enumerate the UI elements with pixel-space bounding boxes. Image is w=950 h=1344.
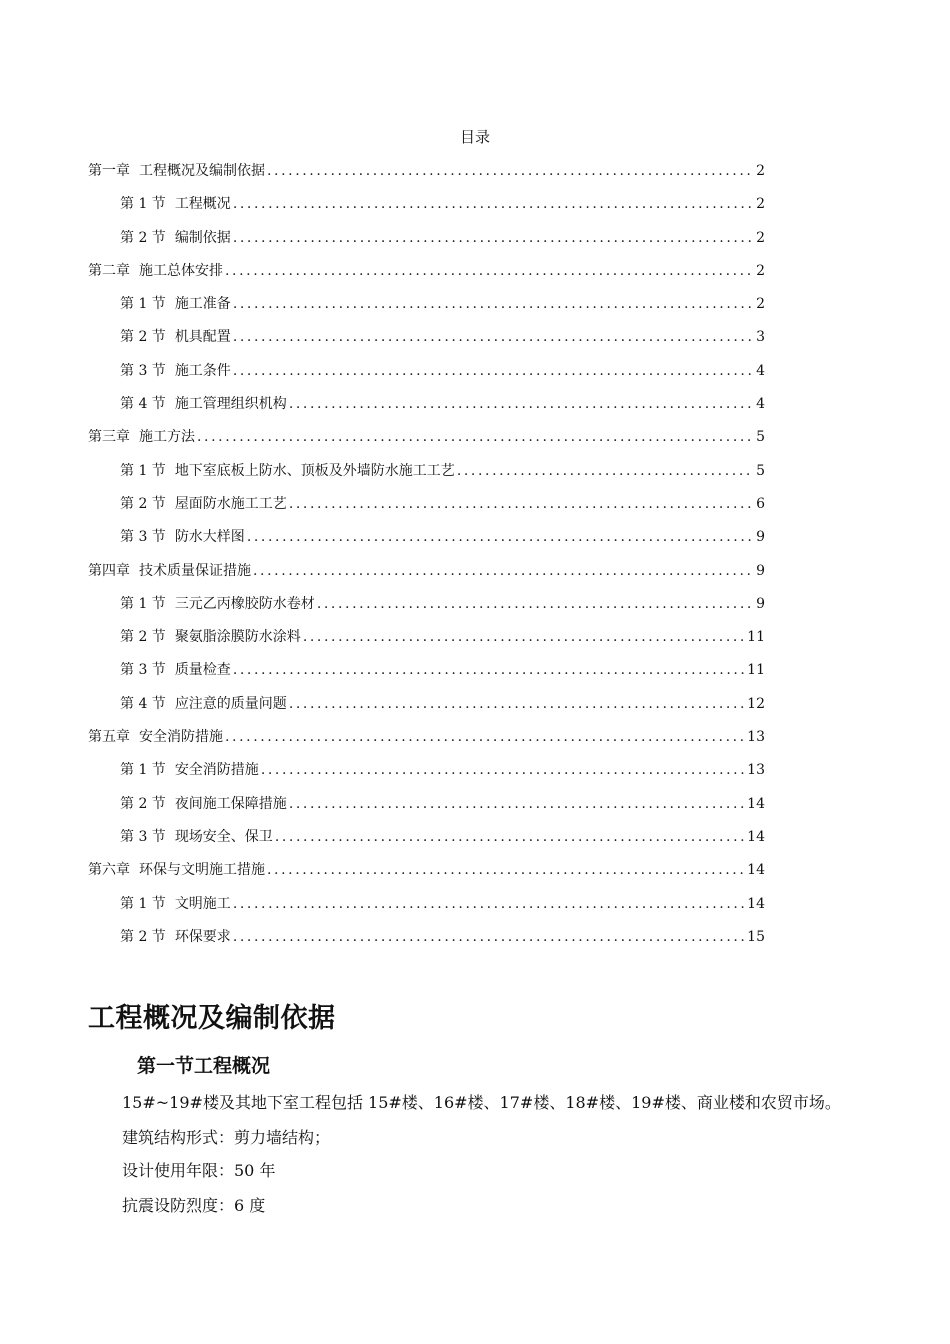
toc-page-number: 2 xyxy=(756,296,765,313)
toc-entry-title: 编制依据 xyxy=(174,229,231,246)
toc-page-number: 9 xyxy=(756,529,765,546)
toc-entry-title: 屋面防水施工工艺 xyxy=(174,495,287,512)
toc-section-entry[interactable] xyxy=(88,757,765,790)
toc-entry-title: 质量检查 xyxy=(174,662,231,679)
toc-dot-leader xyxy=(233,891,745,917)
toc-entry-title: 施工准备 xyxy=(174,296,231,313)
toc-entry-label xyxy=(88,558,251,584)
toc-chapter-entry[interactable] xyxy=(88,724,765,757)
toc-entry-number: 第 3 节 xyxy=(120,529,166,546)
toc-entry-label xyxy=(120,491,287,517)
toc-page-number: 9 xyxy=(756,595,765,612)
toc-entry-label xyxy=(120,757,259,783)
toc-section-entry[interactable] xyxy=(88,458,765,491)
toc-entry-title: 安全消防措施 xyxy=(139,729,223,746)
toc-dot-leader xyxy=(233,324,753,350)
toc-page-number: 13 xyxy=(747,729,765,746)
toc-dot-leader xyxy=(247,524,753,550)
toc-entry-label xyxy=(120,458,455,484)
toc-page-number: 5 xyxy=(756,429,765,446)
toc-entry-title: 施工总体安排 xyxy=(139,262,223,279)
toc-page-number: 14 xyxy=(747,795,765,812)
toc-entry-number: 第 1 节 xyxy=(120,895,166,912)
toc-entry-label xyxy=(120,524,245,550)
toc-entry-title: 施工方法 xyxy=(139,429,195,446)
toc-dot-leader xyxy=(289,791,745,817)
toc-page-number: 14 xyxy=(747,828,765,845)
toc-page-number: 4 xyxy=(756,362,765,379)
toc-entry-number: 第三章 xyxy=(88,429,130,446)
toc-page-number: 14 xyxy=(747,895,765,912)
toc-dot-leader xyxy=(267,857,745,883)
toc-page-number: 11 xyxy=(747,629,765,646)
toc-entry-label xyxy=(88,857,265,883)
toc-dot-leader xyxy=(233,657,745,683)
toc-page-number: 5 xyxy=(756,462,765,479)
toc-entry-label xyxy=(120,791,287,817)
toc-entry-number: 第 2 节 xyxy=(120,928,166,945)
toc-entry-title: 技术质量保证措施 xyxy=(139,562,251,579)
toc-section-entry[interactable] xyxy=(88,924,765,957)
chapter-heading: 工程概况及编制依据 xyxy=(88,1003,336,1034)
toc-page-number: 4 xyxy=(756,396,765,413)
toc-page-number: 2 xyxy=(756,163,765,179)
toc-entry-label xyxy=(120,657,231,683)
toc-page-number: 6 xyxy=(756,495,765,512)
toc-page-number: 2 xyxy=(756,196,765,213)
toc-dot-leader xyxy=(261,757,745,783)
toc-entry-number: 第四章 xyxy=(88,562,130,579)
toc-dot-leader xyxy=(317,591,753,617)
body-paragraph: 15#~19#楼及其地下室工程包括 15#楼、16#楼、17#楼、18#楼、19#楼、商业楼和农贸市场。 xyxy=(122,1093,841,1112)
toc-entry-number: 第 4 节 xyxy=(120,396,166,413)
toc-entry-label xyxy=(120,291,231,317)
toc-page-number: 15 xyxy=(747,928,765,945)
toc-entry-label xyxy=(120,624,301,650)
toc-entry-label xyxy=(88,258,223,284)
toc-entry-title: 应注意的质量问题 xyxy=(174,695,287,712)
toc-entry-number: 第 1 节 xyxy=(120,762,166,779)
toc-entry-title: 文明施工 xyxy=(174,895,231,912)
toc-entry-number: 第五章 xyxy=(88,729,130,746)
toc-entry-number: 第 2 节 xyxy=(120,329,166,346)
toc-section-entry[interactable] xyxy=(88,491,765,524)
toc-entry-title: 环保要求 xyxy=(174,928,231,945)
toc-dot-leader xyxy=(303,624,745,650)
toc-entry-number: 第 2 节 xyxy=(120,495,166,512)
toc-entry-label xyxy=(120,691,287,717)
toc-entry-number: 第 4 节 xyxy=(120,695,166,712)
toc-entry-label xyxy=(88,424,195,450)
toc-entry-label xyxy=(120,924,231,950)
toc-title: 目录 xyxy=(459,128,490,146)
toc-dot-leader xyxy=(275,824,745,850)
toc-section-entry[interactable] xyxy=(88,591,765,624)
toc-entry-label xyxy=(120,358,231,384)
toc-dot-leader xyxy=(225,258,753,284)
toc-page-number: 13 xyxy=(747,762,765,779)
toc-entry-number: 第一章 xyxy=(88,163,130,179)
toc-section-entry[interactable] xyxy=(88,624,765,657)
toc-section-entry[interactable] xyxy=(88,791,765,824)
toc-section-entry[interactable] xyxy=(88,225,765,258)
toc-entry-label xyxy=(88,724,223,750)
toc-entry-title: 工程概况 xyxy=(174,196,231,213)
toc-entry-title: 机具配置 xyxy=(174,329,231,346)
toc-section-entry[interactable] xyxy=(88,657,765,690)
toc-entry-number: 第 1 节 xyxy=(120,296,166,313)
toc-section-entry[interactable] xyxy=(88,891,765,924)
toc-dot-leader xyxy=(233,191,753,217)
toc-entry-title: 夜间施工保障措施 xyxy=(174,795,287,812)
toc-entry-number: 第 2 节 xyxy=(120,629,166,646)
toc-section-entry[interactable] xyxy=(88,524,765,557)
toc-page-number: 12 xyxy=(747,695,765,712)
toc-section-entry[interactable] xyxy=(88,324,765,357)
toc-entry-title: 工程概况及编制依据 xyxy=(139,163,265,179)
toc-dot-leader xyxy=(457,458,753,484)
toc-dot-leader xyxy=(289,491,753,517)
toc-entry-label xyxy=(88,158,265,184)
toc-page-number: 14 xyxy=(747,862,765,879)
toc-page-number: 2 xyxy=(756,262,765,279)
toc-section-entry[interactable] xyxy=(88,391,765,424)
toc-dot-leader xyxy=(267,158,753,184)
toc-chapter-entry[interactable] xyxy=(88,857,765,890)
toc-page-number: 3 xyxy=(756,329,765,346)
toc-entry-label xyxy=(120,591,315,617)
toc-entry-number: 第 3 节 xyxy=(120,362,166,379)
toc-entry-number: 第 2 节 xyxy=(120,795,166,812)
section-heading: 第一节工程概况 xyxy=(137,1055,271,1077)
toc-section-entry[interactable] xyxy=(88,824,765,857)
toc-dot-leader xyxy=(233,225,753,251)
toc-entry-label xyxy=(120,191,231,217)
toc-dot-leader xyxy=(225,724,745,750)
toc-entry-number: 第六章 xyxy=(88,862,130,879)
toc-dot-leader xyxy=(233,924,745,950)
toc-entry-title: 施工条件 xyxy=(174,362,231,379)
toc-chapter-entry[interactable] xyxy=(88,258,765,291)
toc-entry-label xyxy=(120,324,231,350)
toc-dot-leader xyxy=(253,558,753,584)
body-paragraph: 建筑结构形式：剪力墙结构； xyxy=(122,1128,331,1147)
toc-entry-title: 三元乙丙橡胶防水卷材 xyxy=(174,595,315,612)
toc-dot-leader xyxy=(233,358,753,384)
toc-dot-leader xyxy=(289,391,753,417)
toc-dot-leader xyxy=(197,424,753,450)
toc-section-entry[interactable] xyxy=(88,191,765,224)
toc-entry-number: 第二章 xyxy=(88,262,130,279)
toc-entry-title: 安全消防措施 xyxy=(174,762,259,779)
toc-entry-title: 地下室底板上防水、顶板及外墙防水施工工艺 xyxy=(174,462,455,479)
toc-entry-number: 第 1 节 xyxy=(120,462,166,479)
toc-section-entry[interactable] xyxy=(88,291,765,324)
toc-section-entry[interactable] xyxy=(88,358,765,391)
toc-entry-title: 防水大样图 xyxy=(174,529,245,546)
toc-entry-title: 施工管理组织机构 xyxy=(174,396,287,413)
toc-entry-title: 现场安全、保卫 xyxy=(174,828,273,845)
toc-section-entry[interactable] xyxy=(88,691,765,724)
toc-dot-leader xyxy=(289,691,745,717)
toc-entry-number: 第 3 节 xyxy=(120,828,166,845)
toc-entry-number: 第 1 节 xyxy=(120,595,166,612)
toc-dot-leader xyxy=(233,291,753,317)
toc-chapter-entry[interactable] xyxy=(88,558,765,591)
toc-entry-title: 环保与文明施工措施 xyxy=(139,862,265,879)
body-paragraph: 设计使用年限：50 年 xyxy=(122,1161,276,1180)
toc-entry-label xyxy=(120,225,231,251)
toc-entry-number: 第 3 节 xyxy=(120,662,166,679)
toc-page-number: 11 xyxy=(747,662,765,679)
toc-entry-title: 聚氨脂涂膜防水涂料 xyxy=(174,629,301,646)
toc-chapter-entry[interactable] xyxy=(88,158,765,191)
toc-chapter-entry[interactable] xyxy=(88,424,765,457)
toc-entry-label xyxy=(120,391,287,417)
toc-page-number: 9 xyxy=(756,562,765,579)
table-of-contents xyxy=(88,158,765,957)
body-paragraph: 抗震设防烈度：6 度 xyxy=(122,1196,266,1215)
toc-page-number: 2 xyxy=(756,229,765,246)
toc-entry-number: 第 1 节 xyxy=(120,196,166,213)
toc-entry-label xyxy=(120,824,273,850)
toc-entry-label xyxy=(120,891,231,917)
toc-entry-number: 第 2 节 xyxy=(120,229,166,246)
